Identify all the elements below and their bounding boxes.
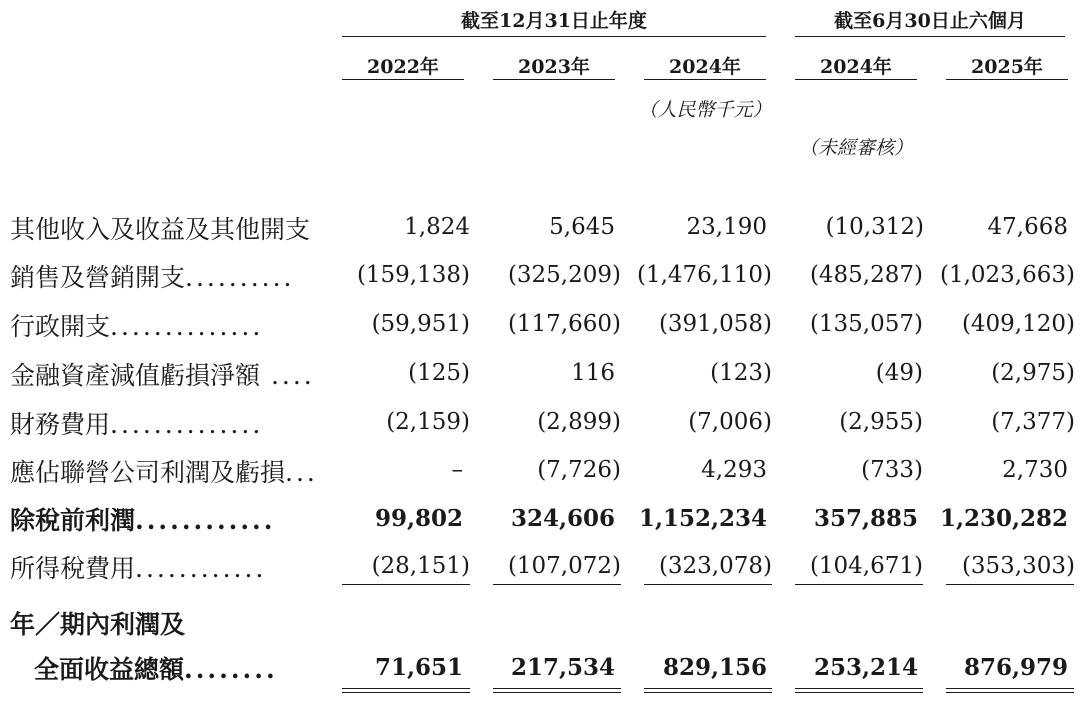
total-double-rule-2024-half [795,688,923,693]
cell-2023: (2,899) [537,409,621,435]
year-rule-2025-half [946,79,1068,80]
cell-2025-half: (409,120) [961,311,1075,337]
cell-2023: 116 [571,360,615,386]
subtotal-rule-2024-half [795,584,923,585]
cell-2025-half: (1,023,663) [939,262,1075,288]
total-double-rule-2025-half [946,688,1074,693]
year-header-2025-half: 2025年 [971,56,1043,78]
row-label: 行政開支 [10,312,111,341]
year-header-2024: 2024年 [669,56,741,78]
cell-2023: 324,606 [510,505,615,532]
cell-2024-half: (733) [861,457,923,483]
cell-2024: (7,006) [688,409,772,435]
leader-dots: ............ [135,554,267,583]
row-label: 應佔聯營公司利潤及虧損 [10,458,286,487]
cell-2024-half: (10,312) [825,214,924,240]
cell-2024-half: (49) [875,360,923,386]
cell-2024: 829,156 [662,654,767,681]
row-label: 銷售及營銷開支 [10,263,186,292]
cell-2025-half: (353,303) [961,553,1075,579]
cell-2025-half: 47,668 [987,214,1068,240]
cell-2022: (125) [408,360,470,386]
cell-2022: – [451,457,463,483]
cell-2024: (123) [710,360,772,386]
cell-2024: 1,152,234 [638,505,767,532]
leader-dots: ............ [135,506,276,535]
leader-dots: ... [285,458,318,487]
cell-2023: 5,645 [549,214,615,240]
cell-2023: (325,209) [507,262,621,288]
cell-2025-half: (7,377) [991,409,1075,435]
cell-2025-half: (2,975) [991,360,1075,386]
cell-2022: 1,824 [404,214,470,240]
cell-2024: (391,058) [658,311,772,337]
cell-2022: 99,802 [374,505,463,532]
subtotal-rule-2025-half [946,584,1074,585]
row-label: 金融資產減值虧損淨額 [10,361,261,390]
leader-dots: ........ [184,655,278,684]
row-label: 除稅前利潤 [10,506,136,535]
cell-2022: (2,159) [386,409,470,435]
cell-2024-half: (2,955) [839,409,923,435]
year-header-2024-half: 2024年 [820,56,892,78]
subtotal-rule-2023 [493,584,621,585]
cell-2023: (7,726) [537,457,621,483]
year-header-2022: 2022年 [367,56,439,78]
year-rule-2024-half [795,79,917,80]
row-label: 所得稅費用 [10,554,136,583]
cell-2025-half: 2,730 [1002,457,1068,483]
cell-2024-half: (485,287) [809,262,923,288]
leader-dots: .... [260,361,315,390]
cell-2024-half: (104,671) [809,553,923,579]
cell-2024-half: 253,214 [813,654,918,681]
cell-2022: 71,651 [374,654,463,681]
cell-2025-half: 876,979 [963,654,1068,681]
subtotal-rule-2022 [342,584,470,585]
year-rule-2023 [493,79,615,80]
total-double-rule-2023 [493,688,621,693]
total-double-rule-2022 [342,688,470,693]
leader-dots: .............. [110,410,264,439]
cell-2024: 23,190 [686,214,767,240]
year-rule-2022 [342,79,464,80]
leader-dots: .............. [110,312,264,341]
total-label-line2: 全面收益總額 [34,655,185,684]
cell-2024: (323,078) [658,553,772,579]
row-label: 財務費用 [10,410,111,439]
cell-2025-half: 1,230,282 [939,505,1068,532]
half-year-period-header: 截至6月30日止六個月 [834,10,1026,32]
unaudited-note: （未經審核） [798,137,913,159]
cell-2022: (28,151) [371,553,470,579]
annual-header-rule [342,36,766,37]
year-header-2023: 2023年 [518,56,590,78]
total-double-rule-2024 [644,688,772,693]
cell-2022: (159,138) [356,262,470,288]
currency-unit-note: （人民幣千元） [638,99,772,121]
row-label: 其他收入及收益及其他開支 [10,215,311,244]
leader-dots: .......... [185,263,295,292]
subtotal-rule-2024 [644,584,772,585]
cell-2024: 4,293 [701,457,767,483]
cell-2024-half: 357,885 [813,505,918,532]
year-rule-2024 [644,79,766,80]
annual-period-header: 截至12月31日止年度 [461,10,647,32]
cell-2024: (1,476,110) [636,262,772,288]
cell-2023: (117,660) [507,311,621,337]
cell-2024-half: (135,057) [809,311,923,337]
half-year-header-rule [795,36,1065,37]
cell-2023: (107,072) [507,553,621,579]
total-label-line1: 年／期內利潤及 [10,610,186,639]
cell-2023: 217,534 [510,654,615,681]
cell-2022: (59,951) [371,311,470,337]
